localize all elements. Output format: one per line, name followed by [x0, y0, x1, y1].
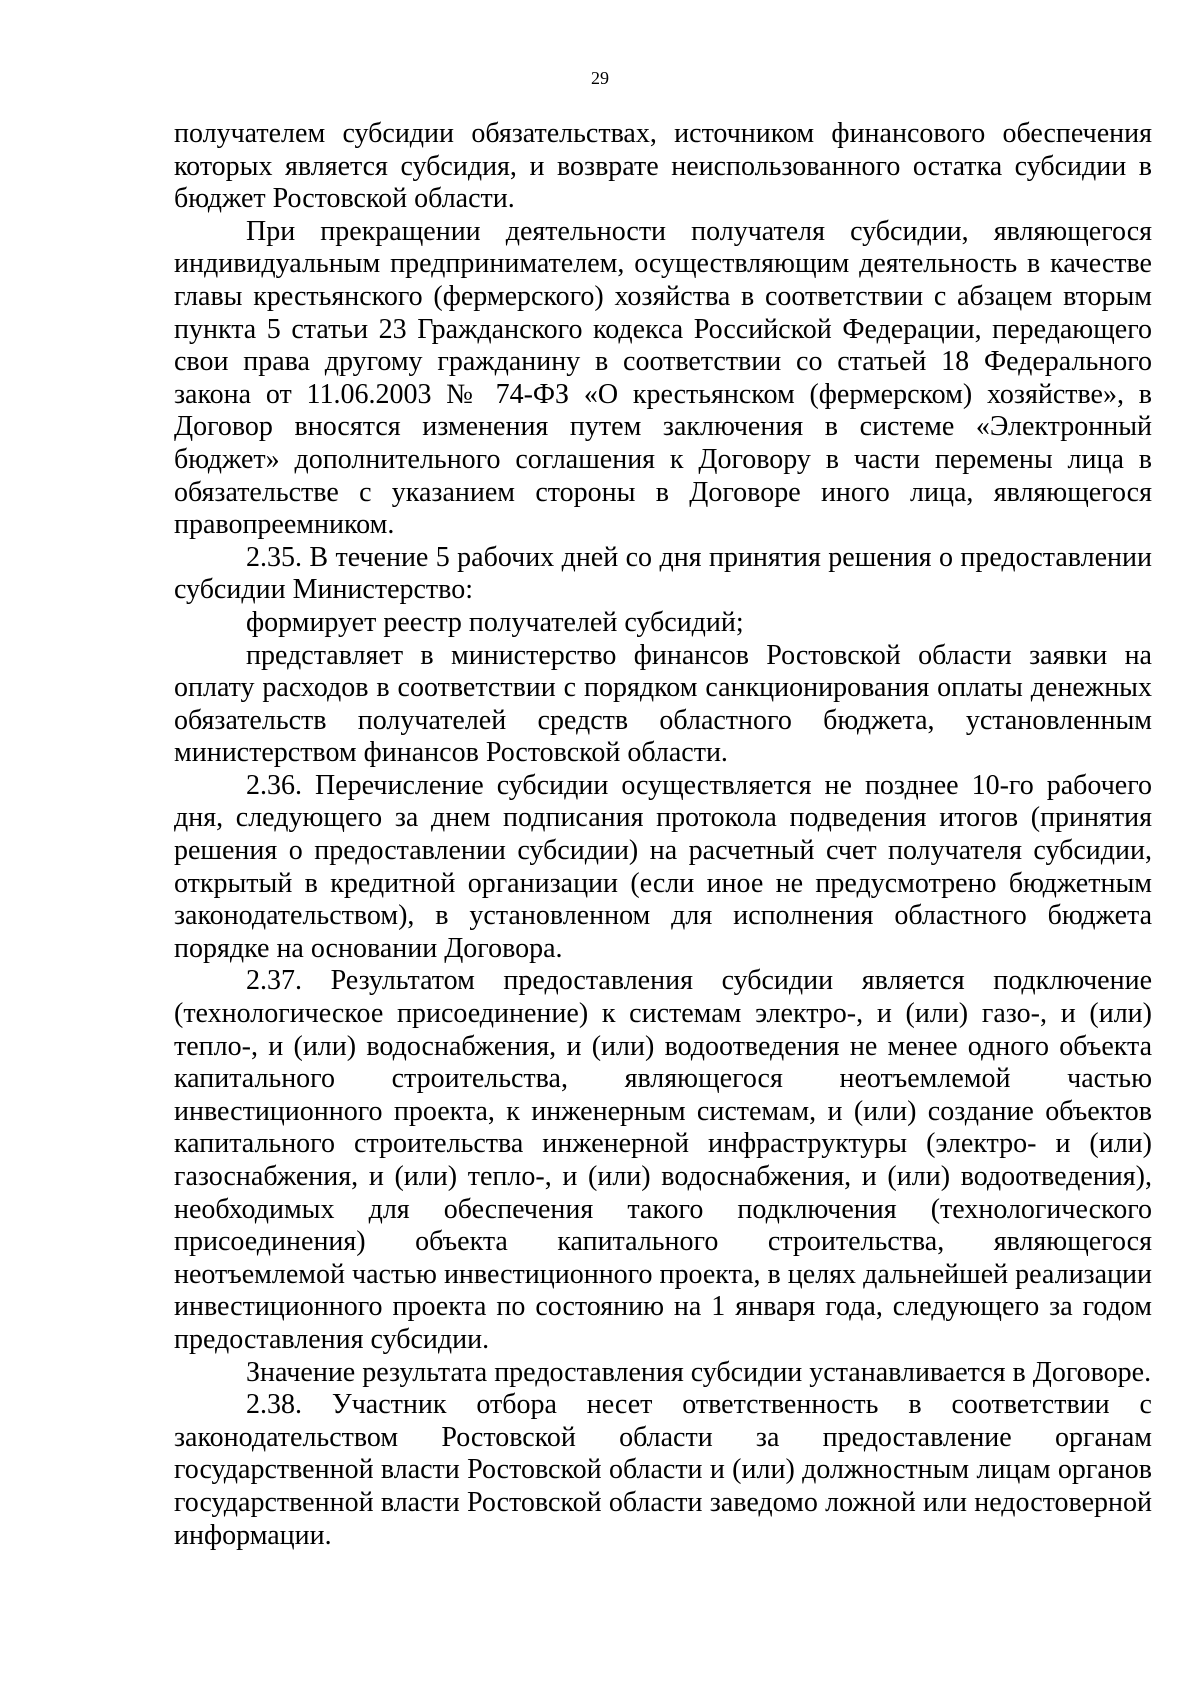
- paragraph: При прекращении деятельности получателя субсидии, являющегося индивидуальным предпринимателем, осуществляющим деятельность в качестве главы крестьянского (фермерского) хозяйства в соответствии с абзацем вторым пункта 5 статьи 23 Гражданского кодекса Российской Федерации, передающего свои права другому гражданину в соответствии со статьей 18 Федерального закона от 11.06.2003 № 74-ФЗ «О крестьянском (фермерском) хозяйстве», в Договор вносятся изменения путем заключения в системе «Электронный бюджет» дополнительного соглашения к Договору в части перемены лица в обязательстве с указанием стороны в Договоре иного лица, являющегося правопреемником.: [174, 215, 1152, 541]
- paragraph: 2.38. Участник отбора несет ответственность в соответствии с законодательством Ростовской области за предоставление органам государственной власти Ростовской области и (или) должностным лицам органов государственной власти Ростовской области заведомо ложной или недостоверной информации.: [174, 1389, 1152, 1551]
- paragraph: формирует реестр получателей субсидий;: [246, 606, 744, 638]
- paragraph: 2.35. В течение 5 рабочих дней со дня принятия решения о предоставлении субсидии Министерство:: [174, 541, 1152, 606]
- paragraph: 2.36. Перечисление субсидии осуществляется не позднее 10-го рабочего дня, следующего за днем подписания протокола подведения итогов (принятия решения о предоставлении субсидии) на расчетный счет получателя субсидии, открытый в кредитной организации (если иное не предусмотрено бюджетным законодательством), в установленном для исполнения областного бюджета порядке на основании Договора.: [174, 769, 1152, 964]
- document-body: [174, 118, 1152, 1552]
- paragraph: 2.37. Результатом предоставления субсидии является подключение (технологическое присоединение) к системам электро-, и (или) газо-, и (или) тепло-, и (или) водоснабжения, и (или) водоотведения не менее одного объекта капитального строительства, являющегося неотъемлемой частью инвестиционного проекта, к инженерным системам, и (или) создание объектов капитального строительства инженерной инфраструктуры (электро- и (или) газоснабжения, и (или) тепло-, и (или) водоснабжения, и (или) водоотведения), необходимых для обеспечения такого подключения (технологического присоединения) объекта капитального строительства, являющегося неотъемлемой частью инвестиционного проекта, в целях дальнейшей реализации инвестиционного проекта по состоянию на 1 января года, следующего за годом предоставления субсидии.: [174, 965, 1152, 1355]
- paragraph: представляет в министерство финансов Ростовской области заявки на оплату расходов в соответствии с порядком санкционирования оплаты денежных обязательств получателей средств областного бюджета, установленным министерством финансов Ростовской области.: [174, 639, 1152, 769]
- paragraph: Значение результата предоставления субсидии устанавливается в Договоре.: [246, 1356, 1152, 1388]
- paragraph: получателем субсидии обязательствах, источником финансового обеспечения которых является субсидия, и возврате неиспользованного остатка субсидии в бюджет Ростовской области.: [174, 118, 1152, 215]
- page-number: 29: [591, 68, 609, 88]
